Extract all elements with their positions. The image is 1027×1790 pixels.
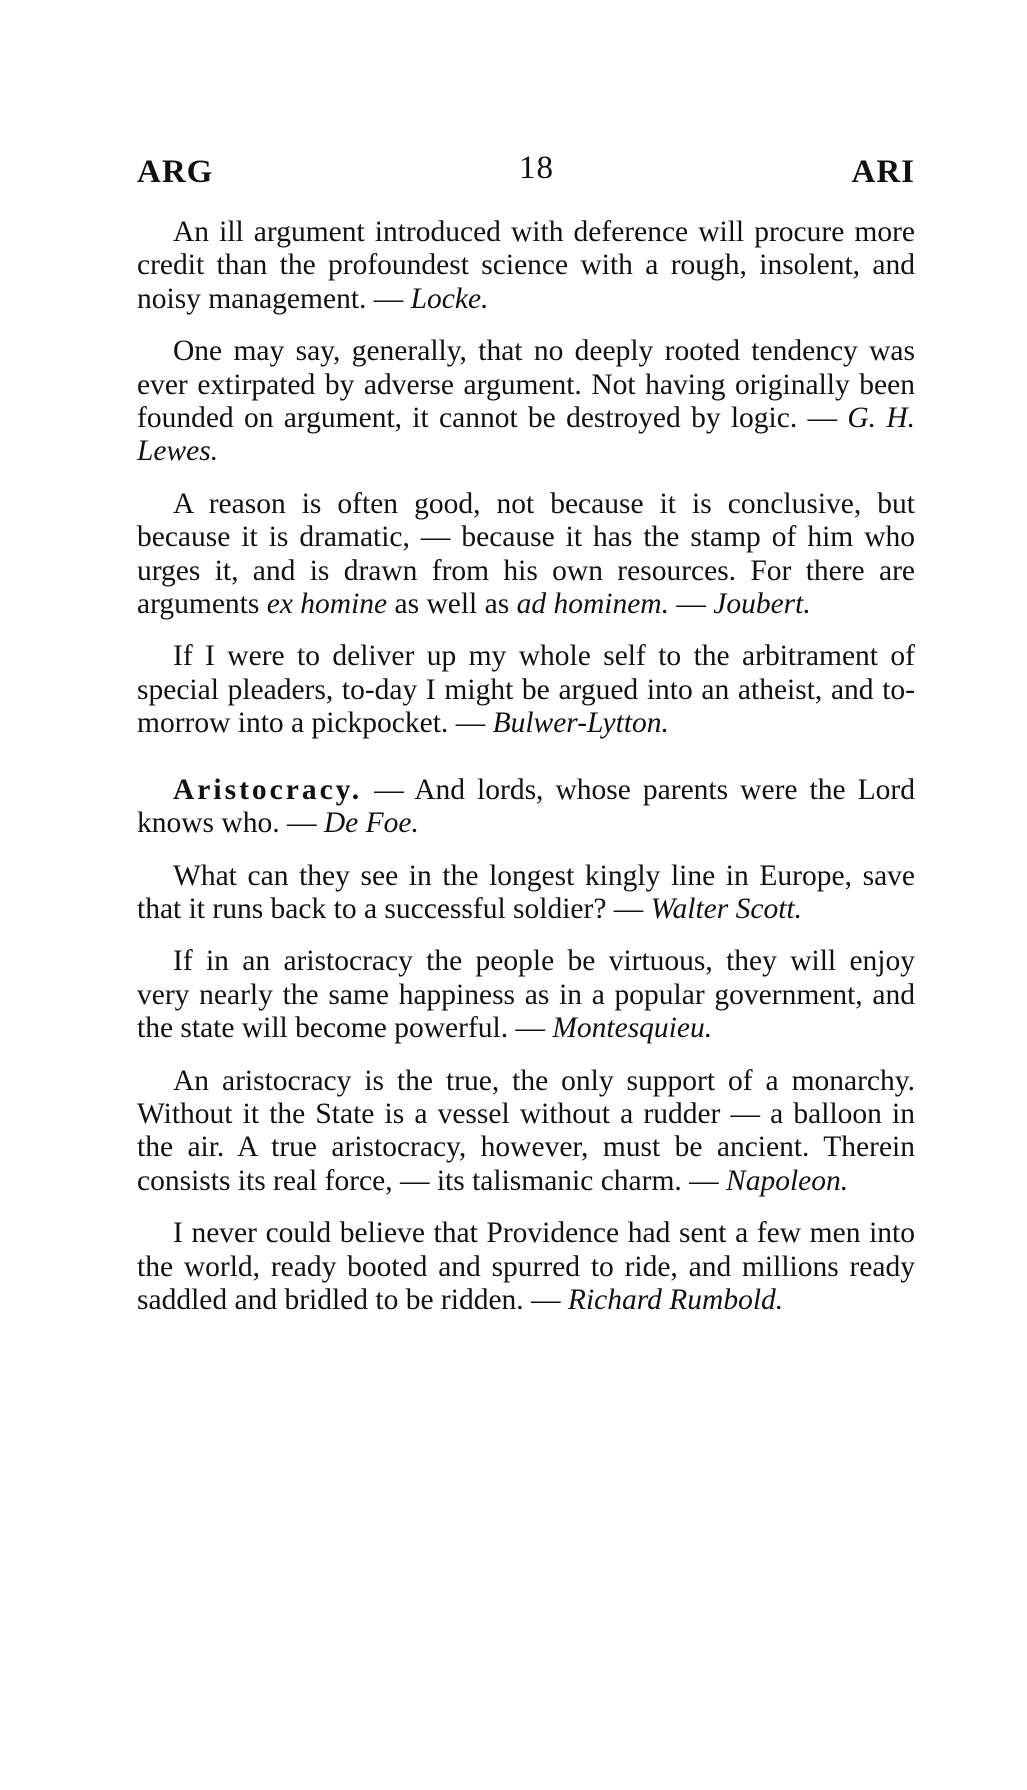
running-head-left: ARG	[137, 154, 214, 190]
quotation: A reason is often good, not because it is conclusive, but because it is dramatic, — because it has the stamp of him who urges it, and is drawn from his own resources. For there are arguments ex homine as well as ad hominem. — Joubert.	[137, 487, 915, 621]
quotation-text: What can they see in the longest kingly line in Europe, save that it runs back to a successful soldier?	[137, 859, 915, 925]
quotation-author: Napoleon.	[726, 1164, 849, 1197]
running-head-right: ARI	[851, 154, 915, 190]
quotation-text: And lords, whose parents were the Lord knows who.	[137, 773, 915, 840]
quotation-text: I never could believe that Providence had sent a few men into the world, ready booted and spurred to ride, and millions ready saddled and bridled to be ridden.	[137, 1217, 915, 1316]
quotation-author: Joubert.	[713, 588, 811, 621]
quotation-author: De Foe.	[323, 807, 419, 840]
quotation-author: Walter Scott.	[650, 892, 802, 925]
quotation-author: Montesquieu.	[552, 1012, 713, 1045]
quotation: An aristocracy is the true, the only support of a monarchy. Without it the State is a vessel without a rudder — a balloon in the air. A true aristocracy, however, must be ancient. Therein consists its real force, — its talismanic charm. — Napoleon.	[137, 1064, 915, 1197]
quotation-author: Bulwer-Lytton.	[492, 707, 669, 740]
quotation: Aristocracy. — And lords, whose parents were the Lord knows who. — De Foe.	[137, 773, 915, 840]
quotation: I never could believe that Providence had sent a few men into the world, ready booted and spurred to ride, and millions ready saddled and bridled to be ridden. — Richard Rumbold.	[137, 1217, 915, 1316]
quotation-text: One may say, generally, that no deeply rooted tendency was ever extirpated by adverse argument. Not having originally been founded on argument, it cannot be destroyed by logic.	[137, 335, 915, 435]
book-page	[137, 150, 915, 1317]
quotation: An ill argument introduced with deference will procure more credit than the profoundest science with a rough, insolent, and noisy management. — Locke.	[137, 216, 915, 315]
running-head	[137, 150, 915, 200]
quotation: One may say, generally, that no deeply rooted tendency was ever extirpated by adverse argument. Not having originally been founded on argument, it cannot be destroyed by logic. — G. H. Lewes.	[137, 335, 916, 468]
quotation-author: G. H. Lewes.	[137, 402, 916, 468]
quotation-text: An aristocracy is the true, the only support of a monarchy. Without it the State is a vessel without a rudder — a balloon in the air. A true aristocracy, however, must be ancient. Therein consists its real force, — its talismanic charm.	[137, 1064, 915, 1197]
quotation-author: Locke.	[410, 282, 489, 315]
quotation: If in an aristocracy the people be virtuous, they will enjoy very nearly the same happiness as in a popular government, and the state will become powerful. — Montesquieu.	[137, 945, 915, 1045]
quotation: If I were to deliver up my whole self to the arbitrament of special pleaders, to-day I might be argued into an atheist, and to-morrow into a pickpocket. — Bulwer-Lytton.	[137, 640, 915, 740]
quotation-text: If I were to deliver up my whole self to the arbitrament of special pleaders, to-day I might be argued into an atheist, and to-morrow into a pickpocket.	[137, 640, 915, 740]
quotation-latin-phrase: ex homine	[266, 588, 388, 621]
section-headword: Aristocracy.	[173, 773, 363, 806]
quotation-text: as well as	[394, 588, 510, 621]
quotation: What can they see in the longest kingly line in Europe, save that it runs back to a successful soldier? — Walter Scott.	[137, 859, 915, 925]
quotation-text: A reason is often good, not because it is conclusive, but because it is dramatic, — because it has the stamp of him who urges it, and is drawn from his own resources. For there are arguments	[137, 487, 915, 621]
quotation-text: An ill argument introduced with deference will procure more credit than the profoundest science with a rough, insolent, and noisy management.	[137, 216, 915, 315]
quotation-text: If in an aristocracy the people be virtuous, they will enjoy very nearly the same happiness as in a popular government, and the state will become powerful.	[137, 945, 915, 1045]
page-number: 18	[519, 150, 554, 186]
quotation-latin-phrase: ad hominem.	[516, 588, 669, 621]
quotation-author: Richard Rumbold.	[567, 1283, 784, 1316]
